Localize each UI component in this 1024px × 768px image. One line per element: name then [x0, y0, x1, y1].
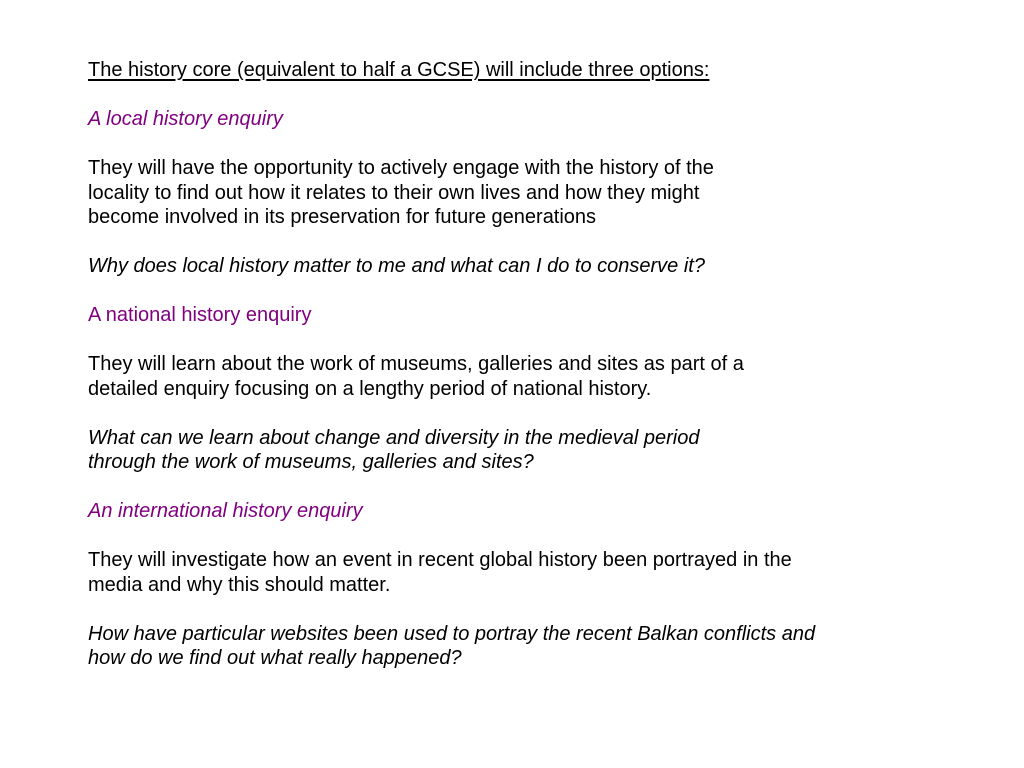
section-description-local-line-2: locality to find out how it relates to their own lives and how they might: [88, 181, 700, 204]
spacer: [88, 83, 984, 108]
spacer: [88, 279, 984, 304]
spacer: [88, 401, 984, 426]
section-heading-local: A local history enquiry: [88, 108, 283, 130]
section-heading-international: An international history enquiry: [88, 500, 363, 522]
section-question-international-line-1: How have particular websites been used to portray the recent Balkan conflicts and: [88, 622, 816, 645]
section-description-international-line-2: media and why this should matter.: [88, 573, 391, 596]
spacer: [88, 230, 984, 255]
spacer: [88, 475, 984, 500]
section-description-national-line-1: They will learn about the work of museums, galleries and sites as part of a: [88, 353, 744, 375]
section-description-local-line-3: become involved in its preservation for future generations: [88, 206, 597, 228]
spacer: [88, 597, 984, 622]
spacer: [88, 524, 984, 549]
slide-title: The history core (equivalent to half a GCSE) will include three options:: [88, 59, 710, 81]
section-description-national-line-2: detailed enquiry focusing on a lengthy period of national history.: [88, 377, 652, 400]
section-question-international-line-2: how do we find out what really happened?: [88, 647, 462, 669]
section-description-international-line-1: They will investigate how an event in recent global history been portrayed in the: [88, 549, 792, 571]
spacer: [88, 132, 984, 157]
section-question-local-line-1: Why does local history matter to me and what can I do to conserve it?: [88, 255, 705, 277]
section-description-local-line-1: They will have the opportunity to actively engage with the history of the: [88, 157, 714, 179]
section-question-national-line-2: through the work of museums, galleries and sites?: [88, 451, 534, 473]
spacer: [88, 328, 984, 353]
section-question-national-line-1: What can we learn about change and diversity in the medieval period: [88, 426, 700, 449]
section-heading-national: A national history enquiry: [88, 304, 312, 326]
